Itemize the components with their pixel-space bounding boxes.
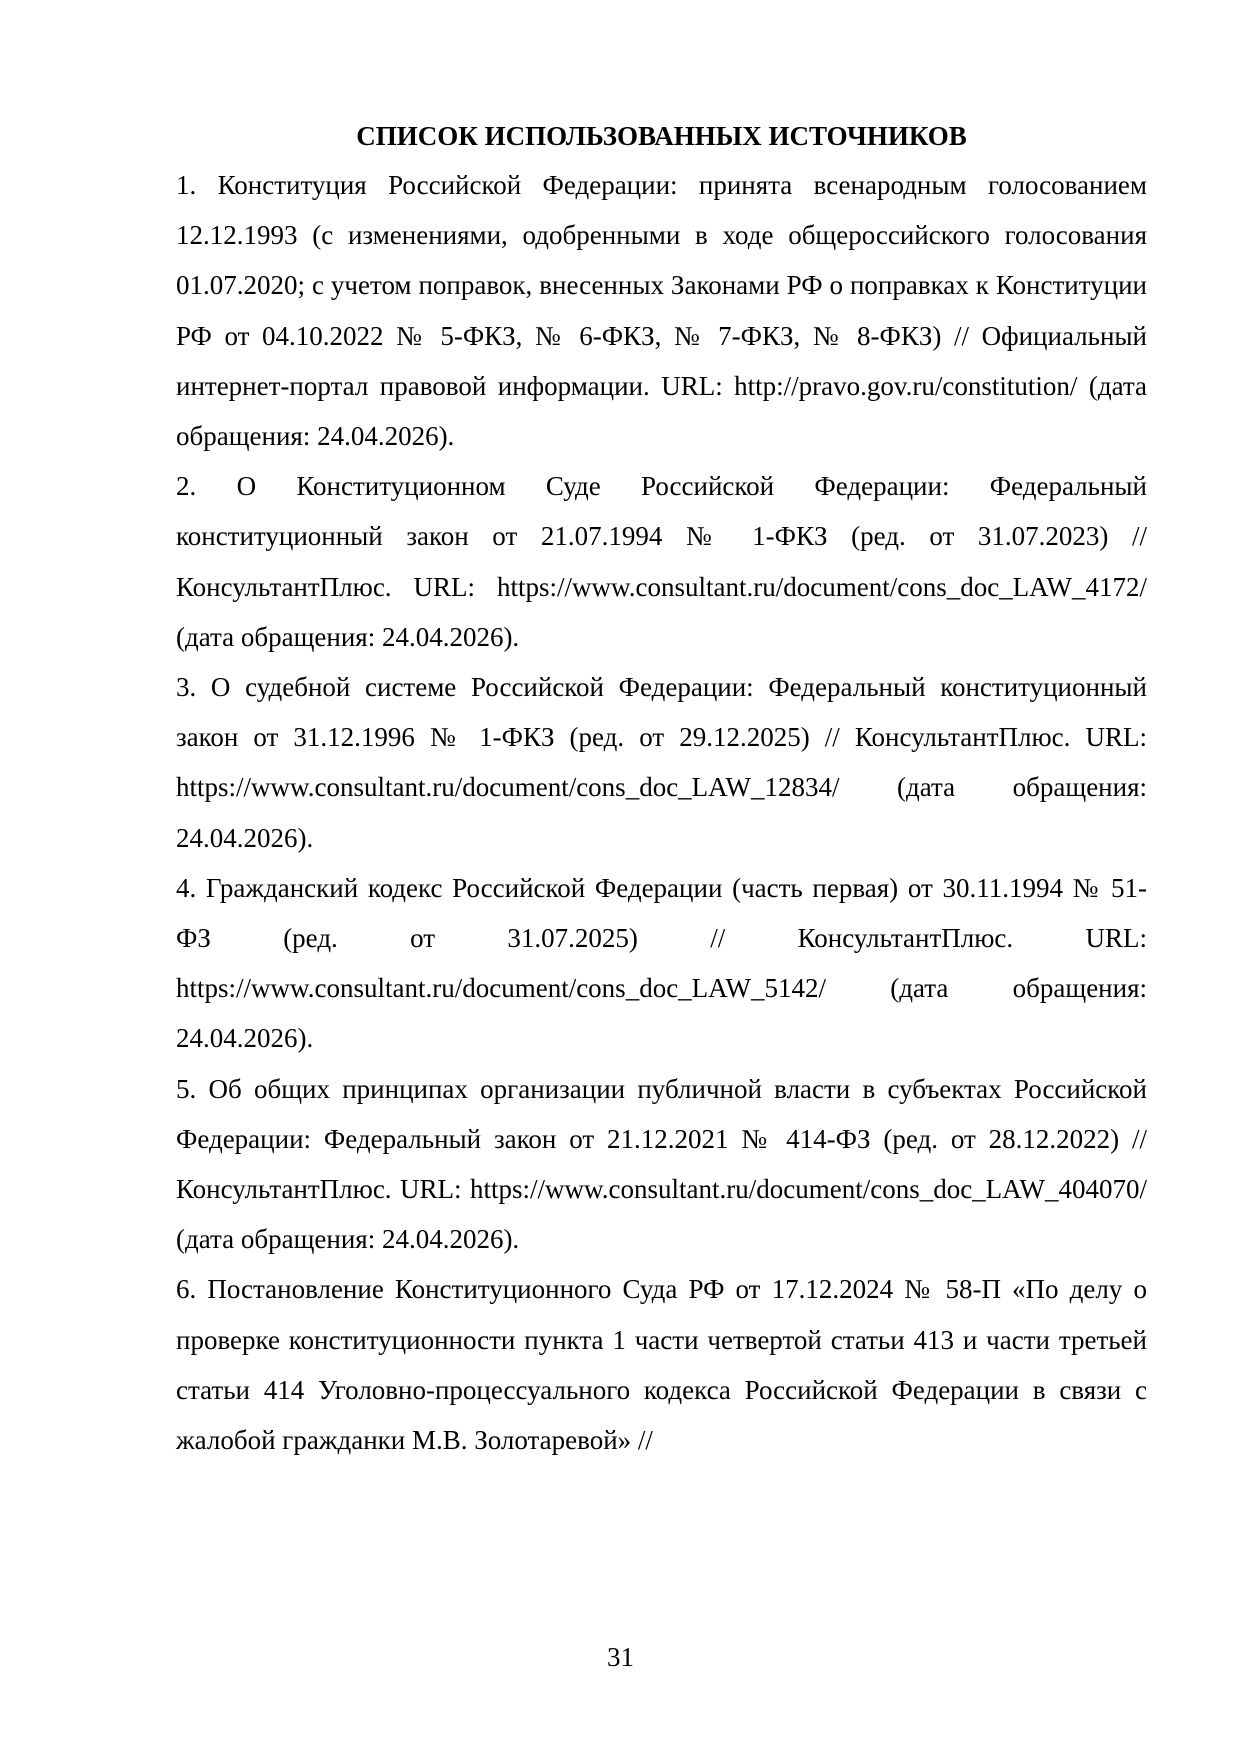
page-number: 31	[607, 1642, 634, 1672]
list-item: 2. О Конституционном Суде Российской Федерации: Федеральный конституционный закон от 21.07.1994 № 1-ФКЗ (ред. от 31.07.2023) // КонсультантПлюс. URL: https://www.consultant.ru/document/cons_doc_LAW_4172/ (дата обращения: 24.04.2026).	[176, 471, 1147, 652]
list-item: 4. Гражданский кодекс Российской Федерации (часть первая) от 30.11.1994 № 51-ФЗ (ред. от 31.07.2025) // КонсультантПлюс. URL: https://www.consultant.ru/document/cons_doc_LAW_5142/ (дата обращения: 24.04.2026).	[176, 872, 1147, 1054]
list-item: 5. Об общих принципах организации публичной власти в субъектах Российской Федерации: Федеральный закон от 21.12.2021 № 414-ФЗ (ред. от 28.12.2022) // КонсультантПлюс. URL: https://www.consultant.ru/document/cons_doc_LAW_404070/ (дата обращения: 24.04.2026).	[176, 1073, 1147, 1255]
page-title: СПИСОК ИСПОЛЬЗОВАННЫХ ИСТОЧНИКОВ	[356, 121, 967, 151]
list-item: 1. Конституция Российской Федерации: принята всенародным голосованием 12.12.1993 (с изменениями, одобренными в ходе общероссийского голосования 01.07.2020; с учетом поправок, внесенных Законами РФ о поправках к Конституции РФ от 04.10.2022 № 5-ФКЗ, № 6-ФКЗ, № 7-ФКЗ, № 8-ФКЗ) // Официальный интернет-портал правовой информации. URL: http://pravo.gov.ru/constitution/ (дата обращения: 24.04.2026).	[176, 170, 1147, 452]
list-item: 3. О судебной системе Российской Федерации: Федеральный конституционный закон от 31.12.1996 № 1-ФКЗ (ред. от 29.12.2025) // КонсультантПлюс. URL: https://www.consultant.ru/document/cons_doc_LAW_12834/ (дата обращения: 24.04.2026).	[176, 672, 1147, 853]
sources-list	[176, 160, 1147, 1465]
list-item: 6. Постановление Конституционного Суда РФ от 17.12.2024 № 58-П «По делу о проверке конституционности пункта 1 части четвертой статьи 413 и части третьей статьи 414 Уголовно-процессуального кодекса Российской Федерации в связи с жалобой гражданки М.В. Золотаревой» //	[176, 1274, 1147, 1456]
